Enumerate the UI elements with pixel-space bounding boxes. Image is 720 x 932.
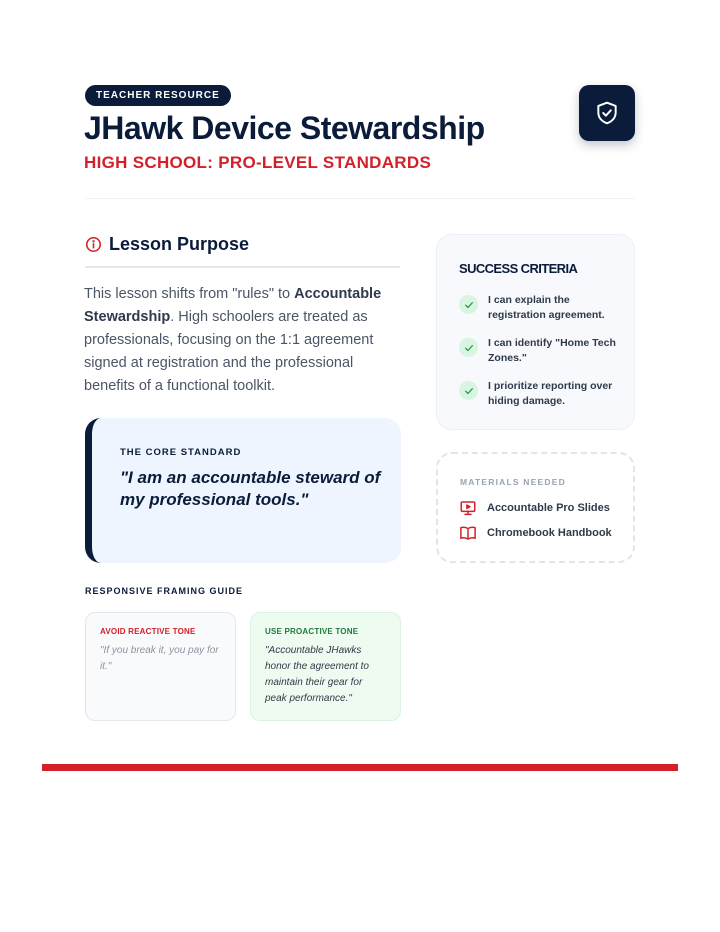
materials-title: MATERIALS NEEDED: [460, 477, 566, 487]
framing-guide-label: RESPONSIVE FRAMING GUIDE: [85, 586, 244, 596]
avoid-tone-text: "If you break it, you pay for it.": [100, 645, 219, 672]
lesson-purpose-body: [84, 283, 404, 398]
info-icon: [85, 236, 102, 253]
shield-check-icon: [579, 85, 635, 141]
core-standard-label: THE CORE STANDARD: [120, 447, 242, 458]
teacher-resource-badge: TEACHER RESOURCE: [85, 85, 231, 106]
use-tone-heading: USE PROACTIVE TONE: [265, 627, 359, 636]
footer-accent-bar: [42, 764, 678, 771]
materials-panel: [436, 452, 635, 563]
material-item[interactable]: [459, 524, 612, 542]
material-item[interactable]: [459, 499, 610, 517]
criteria-item: [459, 379, 629, 409]
core-standard-quote: "I am an accountable steward of my professional tools.": [120, 468, 381, 509]
criteria-item: [459, 336, 629, 366]
purpose-text-bold: Accountable Stewardship: [84, 286, 382, 325]
page-title: JHawk Device Stewardship: [84, 110, 485, 146]
check-icon: [459, 338, 478, 357]
criteria-item: [459, 293, 629, 323]
check-icon: [459, 295, 478, 314]
check-icon: [459, 381, 478, 400]
purpose-text-2: . High schoolers are treated as professionals, focusing on the 1:1 agreement signed at registration and the professional benefits of a functional toolkit.: [84, 309, 374, 394]
use-tone-text: "Accountable JHawks honor the agreement to maintain their gear for peak performance.": [265, 645, 369, 704]
presentation-icon: [459, 499, 477, 517]
header-divider: [85, 198, 635, 199]
book-icon: [459, 524, 477, 542]
core-standard-callout: [85, 418, 401, 563]
success-criteria-title: SUCCESS CRITERIA: [459, 261, 578, 276]
success-criteria-panel: [436, 234, 635, 430]
avoid-tone-card: [85, 612, 236, 721]
page-subtitle: HIGH SCHOOL: PRO-LEVEL STANDARDS: [84, 153, 432, 172]
material-label: Chromebook Handbook: [487, 527, 612, 539]
material-label: Accountable Pro Slides: [487, 502, 610, 514]
use-tone-card: [250, 612, 401, 721]
purpose-text-1: This lesson shifts from "rules" to: [84, 286, 295, 302]
criteria-text: I can identify "Home Tech Zones.": [488, 337, 616, 364]
lesson-purpose-divider: [85, 266, 400, 268]
criteria-text: I prioritize reporting over hiding damage.: [488, 380, 613, 407]
avoid-tone-heading: AVOID REACTIVE TONE: [100, 627, 196, 636]
lesson-purpose-heading: [85, 234, 249, 255]
criteria-text: I can explain the registration agreement.: [488, 294, 605, 321]
lesson-purpose-title: Lesson Purpose: [109, 234, 250, 254]
